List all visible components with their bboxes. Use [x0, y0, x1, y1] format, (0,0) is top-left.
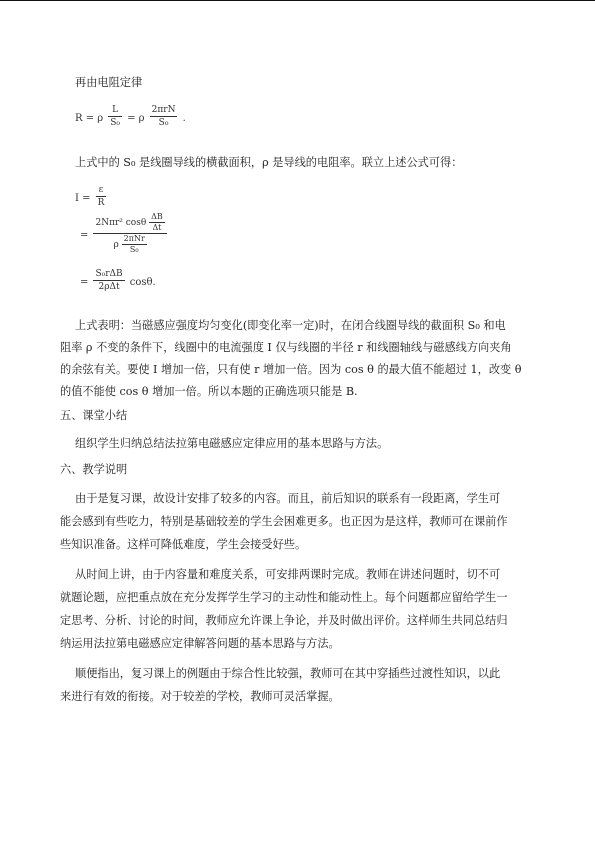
- formula-current-line-1: [75, 184, 106, 209]
- section-5-body: 组织学生归纳总结法拉第电磁感应定律应用的基本思路与方法。: [75, 437, 389, 450]
- formula-i-fraction-3: [93, 268, 124, 293]
- conclusion-line-2: 阻率 ρ 不变的条件下，线圈中的电流强度 I 仅与线圈的半径 r 和线圈轴线与磁感线方向夹角: [60, 341, 512, 354]
- formula-r-frac2-den: S₀: [158, 118, 169, 128]
- formula-i-fraction-1: [96, 184, 107, 209]
- formula-i-line2-denominator: [93, 234, 166, 255]
- formula-i-lhs: I =: [75, 193, 91, 204]
- paragraph-s0-definition: 上式中的 S₀ 是线圈导线的横截面积，ρ 是导线的电阻率。联立上述公式可得：: [75, 156, 463, 169]
- conclusion-line-3: 的余弦有关。要使 I 增加一倍，只有使 r 增加一倍。因为 cos θ 的最大值不能超过 1，改变 θ: [60, 363, 522, 376]
- section-6-para-3-line-2: 来进行有效的衔接。对于较差的学校，教师可灵活掌握。: [60, 690, 340, 703]
- section-6-para-2-line-1: 从时间上讲，由于内容量和难度关系，可安排两课时完成。教师在讲述问题时，切不可: [75, 568, 501, 581]
- formula-r-fraction-2: [150, 104, 178, 129]
- formula-i-line2-den-num: 2πNr: [123, 234, 145, 243]
- formula-i-line3-den: 2ρΔt: [98, 282, 120, 292]
- conclusion-line-1: 上式表明：当磁感应强度均匀变化(即变化率一定)时，在闭合线圈导线的截面积 S₀ 和电: [75, 319, 506, 332]
- section-6-para-2-line-4: 纳运用法拉第电磁感应定律解答问题的基本思路与方法。: [60, 637, 340, 650]
- formula-r-fraction-1: [108, 104, 122, 129]
- section-6-para-1-line-2: 能会感到有些吃力，特别是基础较差的学生会困难更多。也正因为是这样，教师可在课前作: [60, 515, 508, 528]
- section-6-para-2-line-3: 定思考、分析、讨论的时间，教师应允许课上争论，并及时做出评价。这样师生共同总结归: [60, 614, 508, 627]
- section-6-title: 六、教学说明: [60, 463, 128, 476]
- formula-i-line2-inner-num: ΔB: [151, 212, 163, 221]
- formula-i-line1-num: ε: [96, 184, 107, 197]
- section-6-para-3-line-1: 顺便指出，复习课上的例题由于综合性比较强，教师可在其中穿插些过渡性知识，以此: [75, 667, 501, 680]
- section-6-para-2-line-2: 就题论题，应把重点放在充分发挥学生学习的主动性和能动性上。每个问题都应留给学生一: [60, 591, 508, 604]
- formula-current-line-3: [80, 268, 156, 293]
- formula-i-line2-den-prefix: ρ: [113, 240, 119, 250]
- formula-i-line2-den-den: S₀: [129, 245, 139, 254]
- formula-i-line1-den: R: [97, 198, 105, 208]
- section-5-title: 五、课堂小结: [60, 409, 128, 422]
- conclusion-line-4: 的值不能使 cos θ 增加一倍。所以本题的正确选项只能是 B.: [60, 385, 358, 398]
- formula-r-lhs: R = ρ: [75, 113, 104, 124]
- page-top-rule: [0, 0, 595, 1]
- formula-i-line2-prefix: =: [80, 230, 89, 241]
- formula-i-line3-num: S₀rΔB: [95, 269, 123, 279]
- formula-resistance: [75, 104, 186, 129]
- formula-i-line2-inner-fraction: [149, 212, 165, 233]
- section-6-para-1-line-1: 由于是复习课，故设计安排了较多的内容。而且，前后知识的联系有一段距离，学生可: [75, 492, 501, 505]
- formula-i-fraction-2: [93, 212, 166, 255]
- formula-r-frac1-den: S₀: [110, 118, 121, 128]
- formula-r-end: .: [182, 113, 186, 124]
- formula-i-line2-den-fraction: [122, 234, 147, 255]
- formula-r-frac2-num: 2πrN: [151, 105, 176, 115]
- formula-r-mid: = ρ: [127, 113, 145, 124]
- formula-i-line3-prefix: =: [80, 277, 89, 288]
- formula-r-frac1-num: L: [108, 104, 122, 117]
- formula-current-line-2: [80, 212, 167, 255]
- formula-i-line2-numerator: [93, 212, 166, 234]
- formula-i-line2-inner-den: Δt: [152, 223, 162, 232]
- formula-i-line3-suffix: cosθ.: [129, 277, 156, 288]
- formula-i-line2-num-text: 2Nπr² cosθ: [95, 218, 147, 228]
- section-6-para-1-line-3: 些知识准备。这样可降低难度，学生会接受好些。: [60, 538, 307, 551]
- heading-resistance-law: 再由电阻定律: [75, 76, 143, 89]
